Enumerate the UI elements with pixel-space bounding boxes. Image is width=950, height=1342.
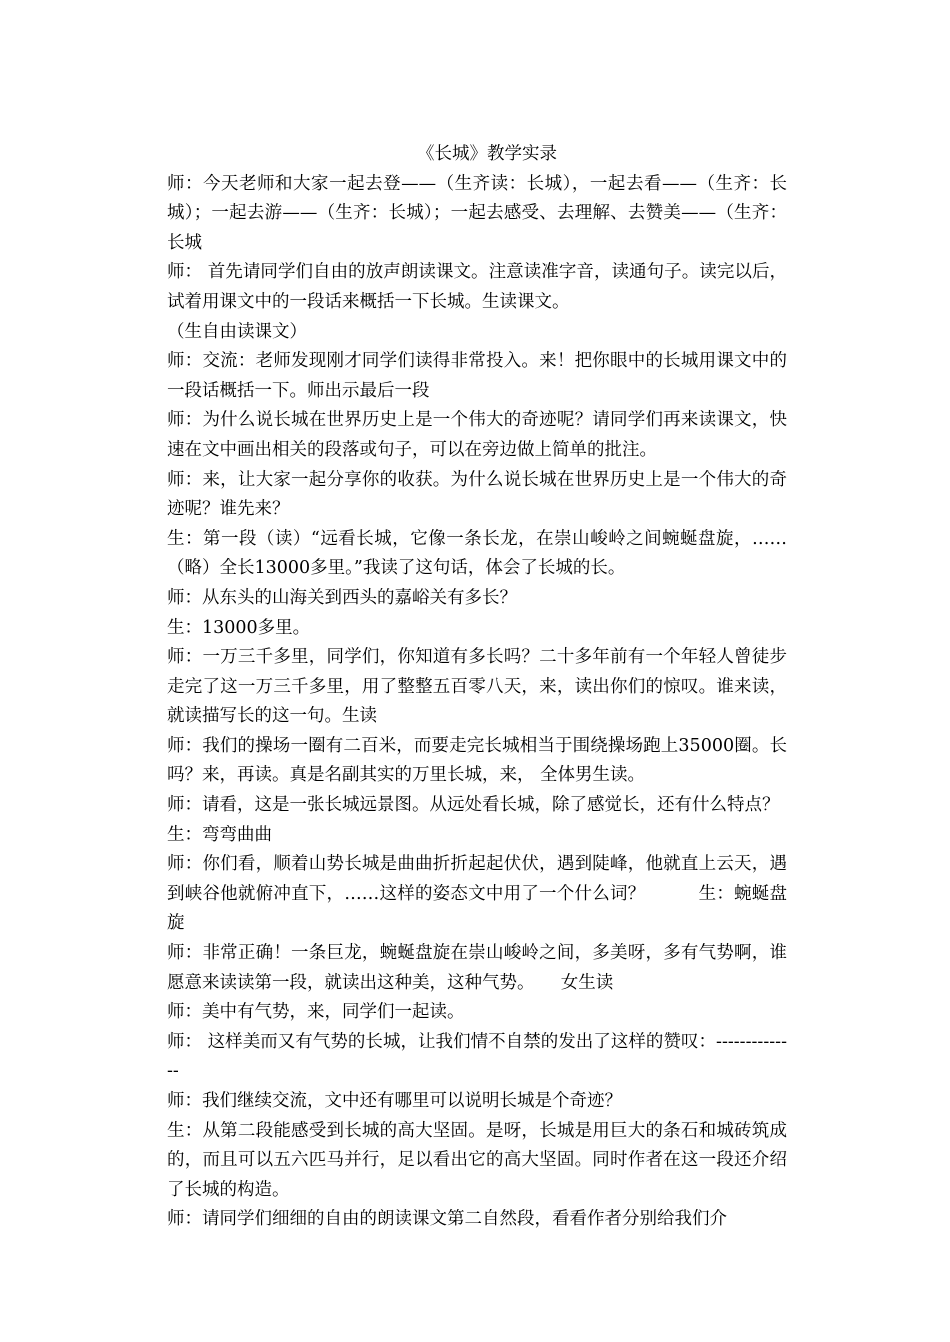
paragraph-20: 师：请同学们细细的自由的朗读课文第二自然段，看看作者分别给我们介: [167, 1209, 727, 1230]
paragraph-10: 师：一万三千多里，同学们，你知道有多长吗？二十多年前有一个年轻人曾徒步走完了这一万三千多里，用了整整五百零八天，来，读出你们的惊叹。谁来读，就读描写长的这一句。生读: [167, 647, 787, 727]
paragraph-16: 师：美中有气势，来，同学们一起读。: [167, 1002, 465, 1023]
paragraph-7: 生：第一段（读）“远看长城，它像一条长龙，在崇山峻岭之间蜿蜒盘旋，……（略）全长13000多里。”我读了这句话，体会了长城的长。: [167, 528, 787, 579]
paragraph-19: 生：从第二段能感受到长城的高大坚固。是呀，长城是用巨大的条石和城砖筑成的，而且可以五六匹马并行，足以看出它的高大坚固。同时作者在这一段还介绍了长城的构造。: [167, 1120, 787, 1200]
paragraph-15: 师：非常正确！一条巨龙，蜿蜒盘旋在崇山峻岭之间，多美呀，多有气势啊，谁愿意来读读第一段，就读出这种美，这种气势。 女生读: [167, 943, 787, 993]
paragraph-6: 师：来，让大家一起分享你的收获。为什么说长城在世界历史上是一个伟大的奇迹呢？谁先来？: [167, 469, 787, 520]
paragraph-14: 师：你们看，顺着山势长城是曲曲折折起起伏伏，遇到陡峰，他就直上云天，遇到峡谷他就俯冲直下，……这样的姿态文中用了一个什么词？ 生：蜿蜒盘旋: [167, 854, 787, 934]
paragraph-18: 师：我们继续交流，文中还有哪里可以说明长城是个奇迹？: [167, 1091, 622, 1111]
document-title: 《长城》教学实录: [417, 144, 557, 164]
paragraph-12: 师：请看，这是一张长城远景图。从远处看长城，除了感觉长，还有什么特点？: [167, 795, 780, 816]
paragraph-1: 师：今天老师和大家一起去登——（生齐读：长城），一起去看——（生齐：长城）；一起去游——（生齐：长城）；一起去感受、去理解、去赞美——（生齐：长城: [167, 173, 787, 253]
paragraph-2: 师： 首先请同学们自由的放声朗读课文。注意读准字音，读通句子。读完以后，试着用课文中的一段话来概括一下长城。生读课文。: [167, 262, 787, 312]
paragraph-9: 生：13000多里。: [167, 617, 311, 638]
paragraph-4: 师：交流：老师发现刚才同学们读得非常投入。来！把你眼中的长城用课文中的一段话概括一下。师出示最后一段: [167, 351, 787, 401]
paragraph-11: 师：我们的操场一圈有二百米，而要走完长城相当于围绕操场跑上35000圈。长吗？来，再读。真是名副其实的万里长城，来， 全体男生读。: [167, 735, 787, 786]
paragraph-17: 师： 这样美而又有气势的长城，让我们情不自禁的发出了这样的赞叹：--------------: [167, 1031, 787, 1082]
paragraph-8: 师：从东头的山海关到西头的嘉峪关有多长？: [167, 587, 517, 608]
paragraph-13: 生：弯弯曲曲: [167, 824, 272, 845]
paragraph-5: 师：为什么说长城在世界历史上是一个伟大的奇迹呢？请同学们再来读课文，快速在文中画出相关的段落或句子，可以在旁边做上简单的批注。: [167, 410, 787, 460]
document-body: [167, 140, 787, 1235]
paragraph-3: （生自由读课文）: [167, 321, 307, 342]
